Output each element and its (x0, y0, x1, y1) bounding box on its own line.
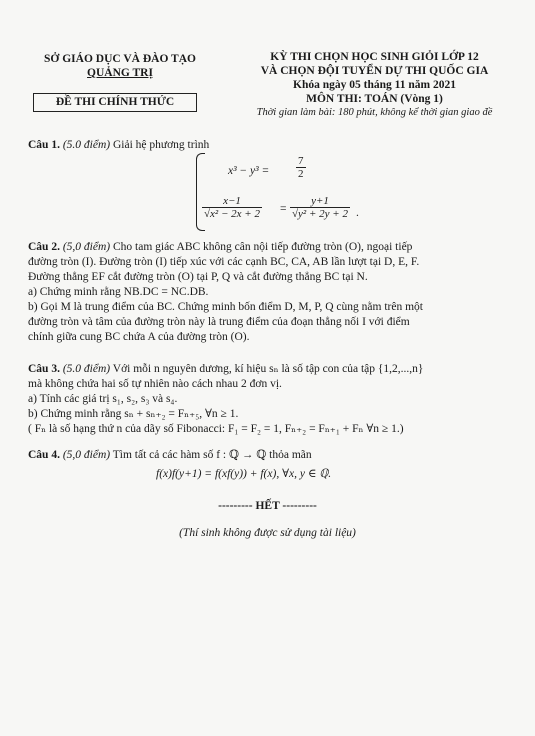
question-2-part-b-1: b) Gọi M là trung điểm của BC. Chứng minh bốn điểm D, M, P, Q cùng nằm trên một (28, 301, 423, 313)
exam-subject: MÔN THI: TOÁN (Vòng 1) (306, 93, 443, 105)
question-4-line-1: Tìm tất cả các hàm số f : ℚ → ℚ thỏa mãn (112, 449, 312, 461)
department-name: SỞ GIÁO DỤC VÀ ĐÀO TẠO (44, 53, 196, 65)
exam-date: Khóa ngày 05 tháng 11 năm 2021 (293, 79, 456, 91)
exam-header (222, 50, 527, 120)
equation-system (196, 151, 366, 231)
official-exam-box: ĐỀ THI CHÍNH THỨC (33, 93, 197, 112)
question-2-line-1: Cho tam giác ABC không cân nội tiếp đường tròn (O), ngoại tiếp (112, 241, 413, 253)
province-name: QUẢNG TRỊ (87, 67, 153, 79)
eq1-lhs: x³ − y³ = (228, 165, 270, 177)
question-3-note: ( Fₙ là số hạng thứ n của dãy số Fibonacci: F₁ = F₂ = 1, Fₙ₊₂ = Fₙ₊₁ + Fₙ ∀n ≥ 1.) (28, 423, 404, 435)
eq2-lhs: $\frac{x-1}{\text{√x² − 2x + 2}}$ (204, 195, 260, 220)
question-3-label: Câu 3. (28, 363, 60, 375)
question-2-points: (5,0 điểm) (62, 241, 111, 253)
question-1-text: Giải hệ phương trình (112, 139, 210, 151)
eq2-equals: = (280, 203, 287, 215)
eq2-period: . (356, 207, 359, 219)
question-2-part-a: a) Chứng minh rằng NB.DC = NC.DB. (28, 286, 209, 298)
question-3-line-1: Với mỗi n nguyên dương, kí hiệu sₙ là số tập con của tập {1,2,...,n} (112, 363, 424, 375)
question-1-points: (5.0 điểm) (62, 139, 111, 151)
question-2-line-2: đường tròn (I). Đường tròn (I) tiếp xúc với các cạnh BC, CA, AB lần lượt tại D, E, F. (28, 256, 420, 268)
question-4-points: (5,0 điểm) (62, 449, 111, 461)
end-marker: --------- HẾT --------- (218, 500, 317, 512)
eq1-rhs: $\frac{7}{2}$ (298, 155, 304, 180)
footer-note: (Thí sinh không được sử dụng tài liệu) (179, 527, 356, 539)
question-2 (28, 240, 506, 345)
exam-title-line1: KỲ THI CHỌN HỌC SINH GIỎI LỚP 12 (270, 51, 479, 63)
question-3-part-a: a) Tính các giá trị s₁, s₂, s₃ và s₄. (28, 393, 178, 405)
question-3-part-b: b) Chứng minh rằng sₙ + sₙ₊₂ = Fₙ₊₅, ∀n ≥ 1. (28, 408, 239, 420)
question-3-points: (5.0 điểm) (62, 363, 111, 375)
question-2-part-b-2: đường tròn và tâm của đường tròn này là trung điểm của đoạn thẳng nối I với điểm (28, 316, 410, 328)
question-2-line-3: Đường thẳng EF cắt đường tròn (O) tại P, Q và cắt đường thẳng BC tại N. (28, 271, 368, 283)
question-2-part-b-3: chính giữa cung BC chứa A của đường tròn (O). (28, 331, 250, 343)
question-2-label: Câu 2. (28, 241, 60, 253)
department-header (20, 52, 220, 80)
question-1-label: Câu 1. (28, 139, 60, 151)
question-4 (28, 448, 506, 482)
exam-time: Thời gian làm bài: 180 phút, không kể thời gian giao đề (256, 107, 493, 118)
exam-title-line2: VÀ CHỌN ĐỘI TUYỂN DỰ THI QUỐC GIA (260, 65, 489, 77)
question-4-equation: f(x)f(y+1) = f(xf(y)) + f(x), ∀x, y ∈ ℚ. (156, 468, 332, 480)
question-3 (28, 362, 506, 437)
eq2-rhs: $\frac{y+1}{\text{√y² + 2y + 2}}$ (292, 195, 348, 220)
question-3-line-2: mà không chứa hai số tự nhiên nào cách nhau 2 đơn vị. (28, 378, 282, 390)
question-4-label: Câu 4. (28, 449, 60, 461)
